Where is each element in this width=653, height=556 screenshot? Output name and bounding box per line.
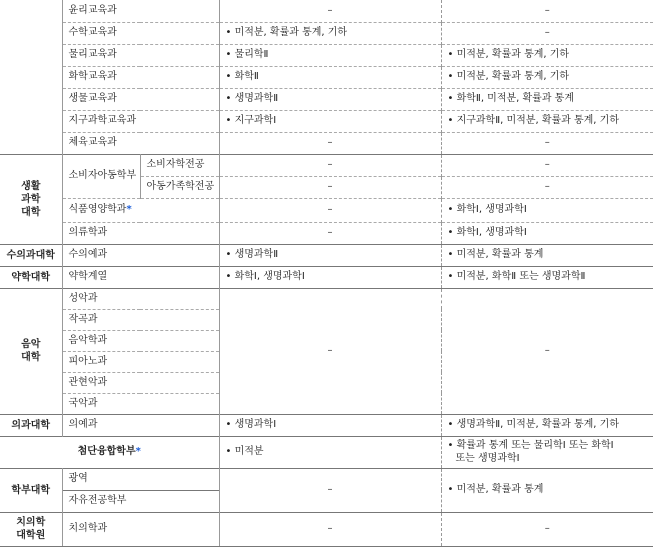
college-name: 음악 대학: [21, 339, 41, 363]
req-cell: • 미적분, 확률과 통계, 기하: [441, 44, 653, 66]
college-cell-education: [0, 0, 62, 154]
req-cell: –: [219, 132, 441, 154]
asterisk-mark: *: [135, 446, 141, 457]
req-cell: • 미적분, 확률과 통계: [441, 468, 653, 512]
major-cell: 아동가족학전공: [140, 176, 219, 198]
table-row: [0, 0, 653, 22]
req-cell: –: [219, 288, 441, 414]
req-cell: • 생명과학Ⅰ: [219, 414, 441, 436]
dept-cell: 광역: [62, 468, 219, 490]
table-row: [0, 198, 653, 222]
table-row: [0, 88, 653, 110]
college-cell: 의과대학: [0, 414, 62, 436]
req-cell: • 생명과학Ⅱ, 미적분, 확률과 통계, 기하: [441, 414, 653, 436]
dept-cell: 피아노과: [62, 351, 219, 372]
req-cell: • 미적분, 확률과 통계: [441, 244, 653, 266]
dept-cell: 체육교육과: [62, 132, 219, 154]
table-row: [0, 266, 653, 288]
table-row: [0, 436, 653, 468]
dept-cell: 치의학과: [62, 512, 219, 546]
dept-name: 첨단융합학부: [77, 446, 136, 457]
table-row: [0, 22, 653, 44]
req-cell: –: [219, 222, 441, 244]
table-row: [0, 132, 653, 154]
dept-cell: 수학교육과: [62, 22, 219, 44]
req-cell: • 지구과학Ⅱ, 미적분, 확률과 통계, 기하: [441, 110, 653, 132]
req-cell: –: [441, 288, 653, 414]
req-line: 또는 생명과학Ⅰ: [455, 453, 520, 464]
table-row: [0, 288, 653, 309]
dept-cell: 국악과: [62, 393, 219, 414]
college-cell: 학부대학: [0, 468, 62, 512]
asterisk-mark: *: [126, 204, 132, 215]
college-cell: [0, 154, 62, 244]
college-name: 생활 과학 대학: [21, 180, 41, 218]
table-row: [0, 414, 653, 436]
req-cell: • 생명과학Ⅱ: [219, 88, 441, 110]
req-cell: –: [441, 512, 653, 546]
college-name: 치의학 대학원: [16, 517, 46, 541]
college-cell: [0, 512, 62, 546]
table-row: [0, 44, 653, 66]
college-cell: 약학대학: [0, 266, 62, 288]
req-cell: –: [544, 4, 550, 16]
dept-cell: [62, 198, 219, 222]
req-cell: [441, 436, 653, 468]
dept-cell: 화학교육과: [62, 66, 219, 88]
dept-cell: 음악학과: [62, 330, 219, 351]
req-cell: • 화학Ⅰ, 생명과학Ⅰ: [441, 222, 653, 244]
dept-cell: 윤리교육과: [62, 0, 219, 22]
dept-cell: 자유전공학부: [62, 490, 219, 512]
req-cell: • 미적분, 확률과 통계, 기하: [219, 22, 441, 44]
req-cell: –: [441, 176, 653, 198]
req-cell: • 미적분, 확률과 통계, 기하: [441, 66, 653, 88]
req-cell: –: [219, 154, 441, 176]
dept-cell: 의예과: [62, 414, 219, 436]
req-cell: –: [219, 468, 441, 512]
req-cell: –: [219, 198, 441, 222]
req-cell: • 화학Ⅱ: [219, 66, 441, 88]
dept-cell: 관현악과: [62, 372, 219, 393]
dept-name: 식품영양학과: [68, 204, 127, 215]
req-cell: –: [219, 0, 441, 22]
major-cell: 소비자학전공: [140, 154, 219, 176]
dept-cell: 물리교육과: [62, 44, 219, 66]
table-row: [0, 66, 653, 88]
dept-cell: 의류학과: [62, 222, 219, 244]
table-row: [0, 154, 653, 176]
req-cell: • 미적분, 화학Ⅱ 또는 생명과학Ⅱ: [441, 266, 653, 288]
table-row: [0, 468, 653, 490]
table-row: [0, 512, 653, 546]
dept-cell: 지구과학교육과: [62, 110, 219, 132]
req-cell: –: [219, 176, 441, 198]
dept-cell: 생물교육과: [62, 88, 219, 110]
college-cell: 수의과대학: [0, 244, 62, 266]
req-cell: • 지구과학Ⅰ: [219, 110, 441, 132]
req-cell: • 물리학Ⅱ: [219, 44, 441, 66]
req-cell: • 미적분: [219, 436, 441, 468]
table-row: [0, 244, 653, 266]
dept-cell: 소비자아동학부: [62, 154, 140, 198]
dept-cell: 성악과: [62, 288, 219, 309]
req-cell: • 화학Ⅰ, 생명과학Ⅰ: [219, 266, 441, 288]
dept-cell: 약학계열: [62, 266, 219, 288]
req-cell: –: [441, 154, 653, 176]
table-row: [0, 110, 653, 132]
req-cell: –: [219, 512, 441, 546]
req-cell: • 생명과학Ⅱ: [219, 244, 441, 266]
dept-cell: [0, 436, 219, 468]
req-line: • 확률과 통계 또는 물리학Ⅰ 또는 화학Ⅰ: [447, 440, 614, 451]
table-row: [0, 222, 653, 244]
req-cell: • 화학Ⅰ, 생명과학Ⅰ: [441, 198, 653, 222]
dept-cell: 작곡과: [62, 309, 219, 330]
college-cell: [0, 288, 62, 414]
dept-cell: 수의예과: [62, 244, 219, 266]
req-cell: • 화학Ⅱ, 미적분, 확률과 통계: [441, 88, 653, 110]
req-cell: –: [441, 132, 653, 154]
req-cell: –: [441, 22, 653, 44]
